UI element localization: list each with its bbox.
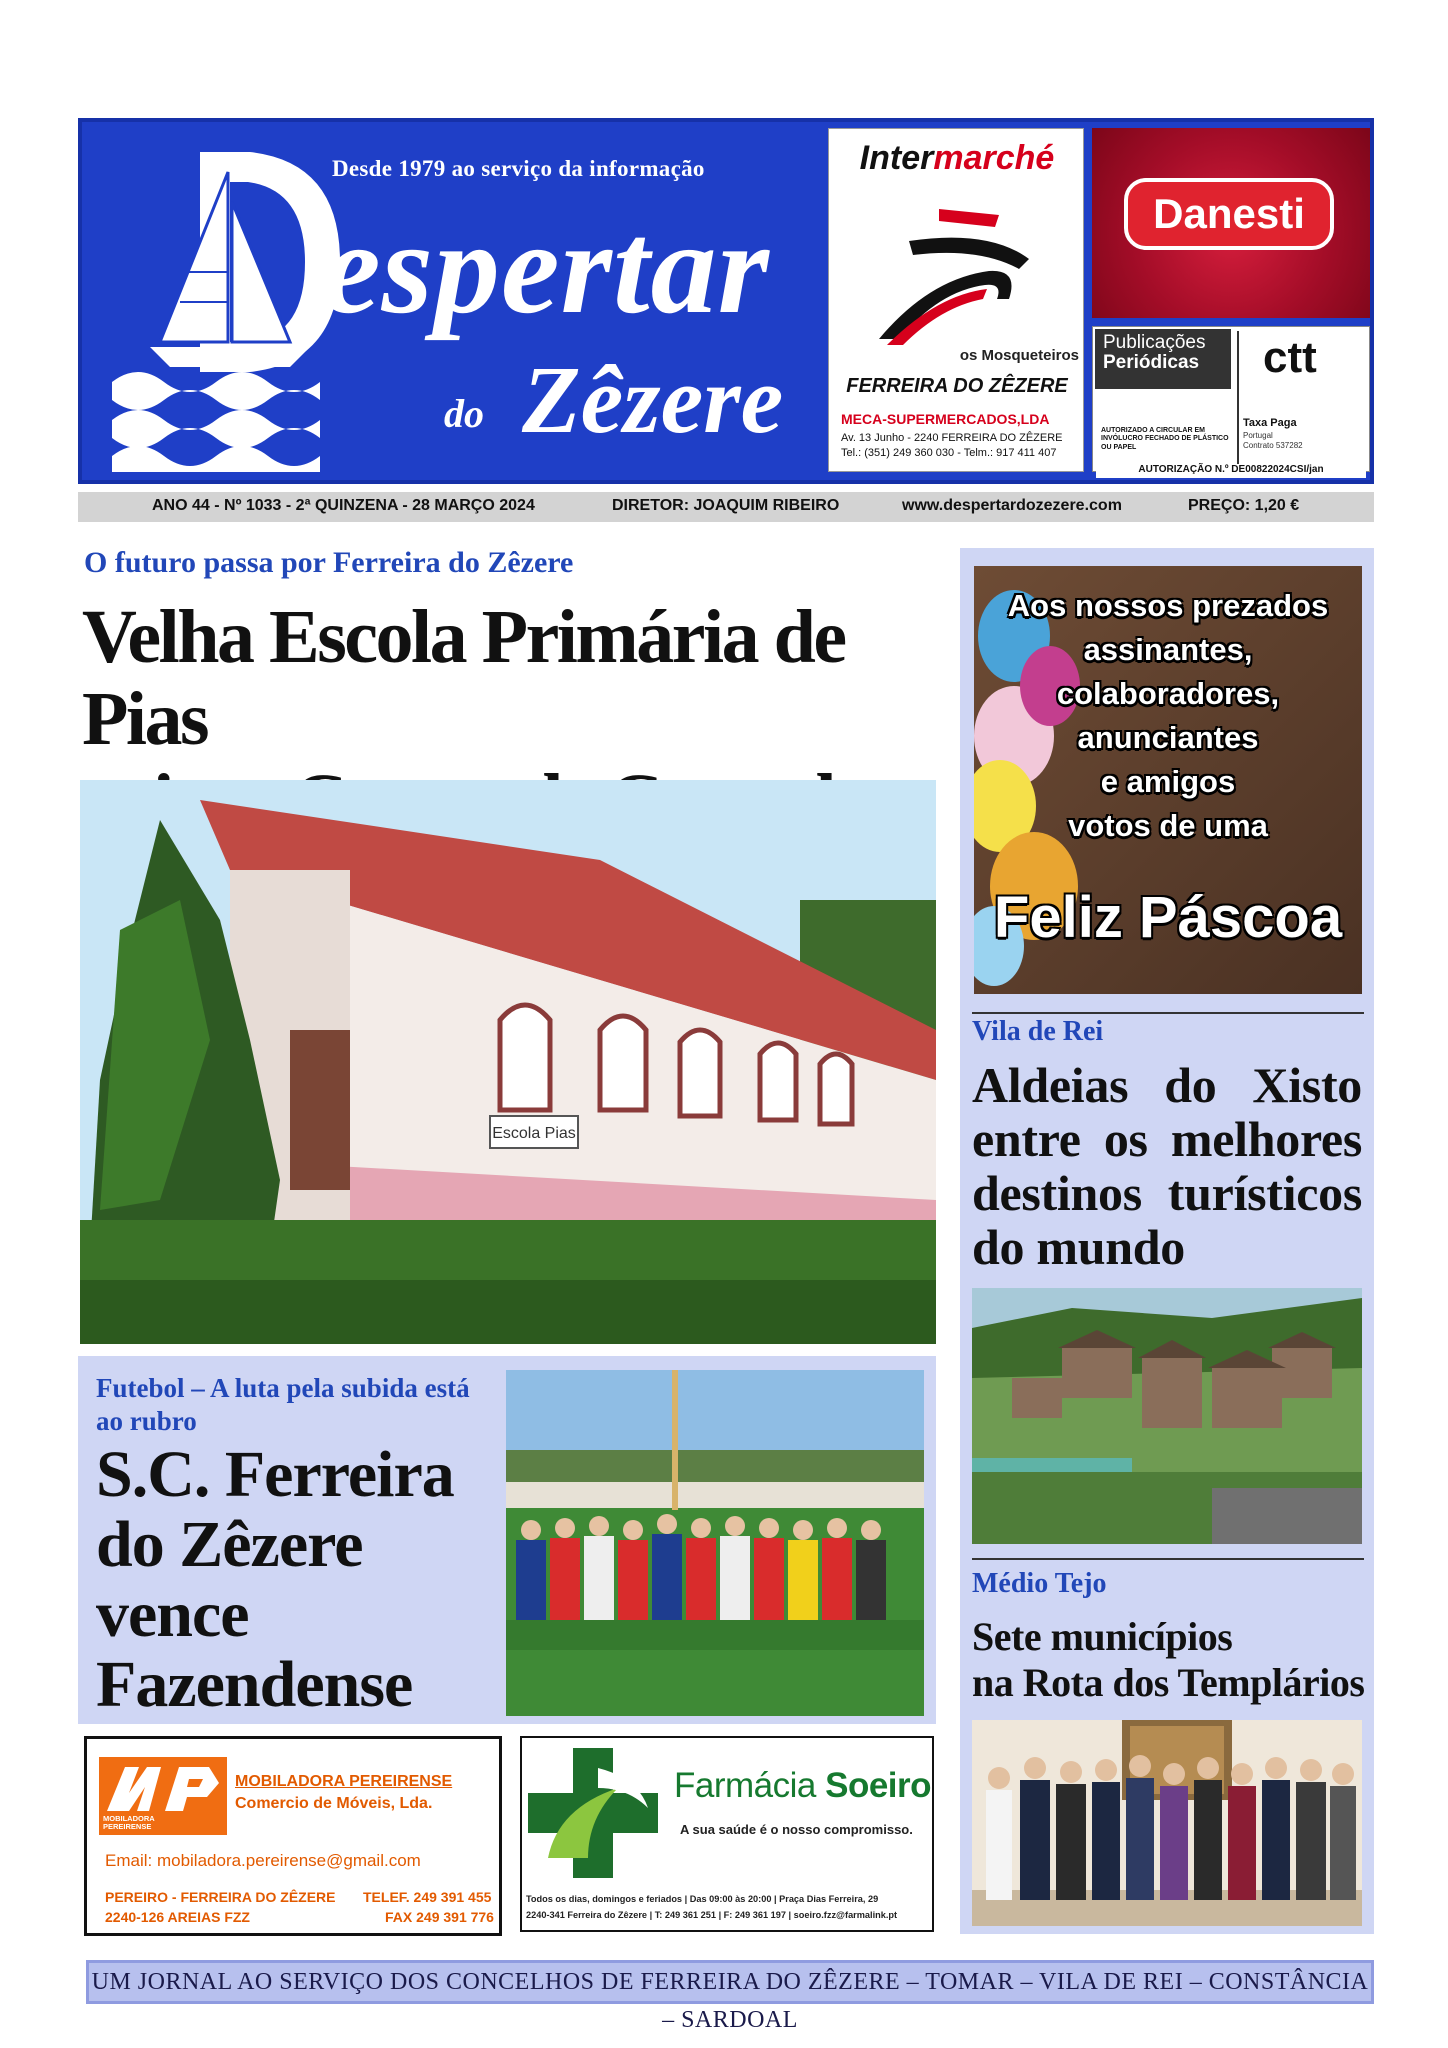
- medio-story-headline[interactable]: [972, 1614, 1368, 1706]
- easter-line-2: assinantes,: [1083, 632, 1253, 667]
- vila-story-kicker: Vila de Rei: [972, 1016, 1104, 1047]
- easter-line-4: anunciantes: [1077, 720, 1259, 755]
- masthead: [78, 118, 1374, 484]
- mobiladora-email[interactable]: Email: mobiladora.pereirense@gmail.com: [105, 1851, 421, 1870]
- easter-line-3: colaboradores,: [1056, 676, 1280, 711]
- divider-rule: [972, 1012, 1364, 1014]
- intermarche-ad[interactable]: [828, 128, 1084, 472]
- easter-greeting: Feliz Páscoa: [993, 885, 1343, 950]
- farmacia-name: [674, 1766, 931, 1806]
- publicacoes-line1: Publicações: [1103, 332, 1206, 353]
- website-link[interactable]: www.despertardozezere.com: [902, 497, 1122, 514]
- mobiladora-logo-text: MOBILADORA PEREIRENSE: [103, 1814, 155, 1832]
- medio-story-kicker: Médio Tejo: [972, 1568, 1107, 1599]
- farmacia-contacts: 2240-341 Ferreira do Zêzere | T: 249 361 251 | F: 249 361 197 | soeiro.fzz@farmalink.pt: [526, 1910, 898, 1920]
- mobiladora-phone: TELEF. 249 391 455: [363, 1889, 492, 1905]
- stamp-divider: [1237, 331, 1239, 467]
- divider-rule: [972, 1558, 1364, 1560]
- football-story-headline[interactable]: S.C. Ferreira do Zêzere vence Fazendense: [96, 1438, 454, 1721]
- mosqueteiros-text: os Mosqueteiros: [959, 347, 1079, 364]
- farmacia-name-part2: Soeiro: [825, 1766, 932, 1805]
- easter-line-1: Aos nossos prezados: [1007, 588, 1329, 623]
- logo-word-zezere: Zêzere: [522, 346, 784, 453]
- intermarche-phone: Tel.: (351) 249 360 030 - Telm.: 917 411 407: [841, 446, 1057, 459]
- mobiladora-fax: FAX 249 391 776: [385, 1909, 494, 1925]
- medio-headline-line1: Sete municípios: [972, 1614, 1233, 1659]
- postal-authorization: AUTORIZAÇÃO N.º DE00822024CSI/jan: [1096, 464, 1366, 478]
- mobiladora-ad[interactable]: [84, 1736, 502, 1936]
- templarios-group-photo[interactable]: [972, 1720, 1362, 1926]
- taxa-country: Portugal: [1243, 431, 1273, 440]
- vila-story-headline[interactable]: Aldeias do Xisto entre os melhores destinos turísticos do mundo: [972, 1057, 1362, 1275]
- danesti-ad[interactable]: [1092, 128, 1370, 318]
- easter-line-5: e amigos: [1100, 764, 1236, 799]
- school-building-image: [80, 780, 936, 1344]
- sailboat-d-icon: [140, 142, 340, 392]
- postal-stamp: [1092, 326, 1370, 472]
- main-story-kicker: O futuro passa por Ferreira do Zêzere: [84, 546, 574, 579]
- main-story-photo[interactable]: [80, 780, 936, 1344]
- taxa-contract: Contrato 537282: [1243, 441, 1303, 450]
- masthead-tagline: Desde 1979 ao serviço da informação: [332, 156, 705, 181]
- intermarche-city: FERREIRA DO ZÊZERE: [846, 375, 1068, 397]
- main-headline-line1: Velha Escola Primária de Pias: [82, 595, 845, 761]
- mobiladora-name: MOBILADORA PEREIRENSE: [235, 1773, 453, 1790]
- brand-black-part: Inter: [859, 139, 934, 177]
- brand-red-part: marché: [933, 139, 1055, 177]
- danesti-logo: Danesti: [1124, 178, 1334, 250]
- waves-icon: [112, 362, 322, 472]
- mobiladora-address-2: 2240-126 AREIAS FZZ: [105, 1909, 250, 1925]
- farmacia-hours: Todos os dias, domingos e feriados | Das 09:00 às 20:00 | Praça Dias Ferreira, 29: [526, 1894, 879, 1904]
- farmacia-slogan: A sua saúde é o nosso compromisso.: [680, 1822, 913, 1837]
- football-story-kicker: Futebol – A luta pela subida está ao rubro: [96, 1373, 470, 1436]
- school-sign: Escola Pias: [492, 1125, 576, 1142]
- logo-word-do: do: [444, 391, 484, 436]
- village-image: [972, 1288, 1362, 1544]
- director-info: DIRETOR: JOAQUIM RIBEIRO: [612, 497, 840, 514]
- team-huddle-image: [506, 1370, 924, 1716]
- publicacoes-line2: Periódicas: [1103, 351, 1200, 373]
- mosqueteiros-logo-icon: [869, 199, 1049, 349]
- group-photo-image: [972, 1720, 1362, 1926]
- mobiladora-subtitle: Comercio de Móveis, Lda.: [235, 1795, 433, 1812]
- easter-greeting-ad[interactable]: [974, 566, 1362, 994]
- farmacia-ad[interactable]: [520, 1736, 934, 1932]
- footer-banner: UM JORNAL AO SERVIÇO DOS CONCELHOS DE FERREIRA DO ZÊZERE – TOMAR – VILA DE REI – CONSTÂNCIA – SARDOAL: [86, 1960, 1374, 2004]
- mobiladora-address-1: PEREIRO - FERREIRA DO ZÊZERE: [105, 1889, 336, 1905]
- pharmacy-cross-icon: [528, 1748, 658, 1878]
- taxa-details: [1243, 431, 1303, 451]
- newspaper-logo[interactable]: [82, 122, 822, 480]
- intermarche-company: MECA-SUPERMERCADOS,LDA: [841, 411, 1050, 427]
- easter-line-6: votos de uma: [1068, 808, 1268, 843]
- logo-word-espertar: espertar: [322, 194, 770, 341]
- farmacia-name-part1: Farmácia: [674, 1766, 826, 1805]
- price-info: PREÇO: 1,20 €: [1188, 497, 1300, 514]
- publicacoes-label: [1095, 329, 1231, 389]
- ctt-logo: ctt: [1263, 333, 1317, 382]
- xisto-village-photo[interactable]: [972, 1288, 1362, 1544]
- football-team-photo[interactable]: [506, 1370, 924, 1716]
- intermarche-address-block: [841, 431, 1063, 461]
- intermarche-brand: [829, 139, 1085, 178]
- edition-info: ANO 44 - Nº 1033 - 2ª QUINZENA - 28 MARÇO 2024: [152, 497, 535, 514]
- taxa-paga: Taxa Paga: [1243, 417, 1297, 429]
- postal-auth-text: AUTORIZADO A CIRCULAR EM INVÓLUCRO FECHADO DE PLÁSTICO OU PAPEL: [1101, 427, 1229, 451]
- intermarche-address: Av. 13 Junho - 2240 FERREIRA DO ZÊZERE: [841, 432, 1063, 444]
- edition-info-bar: [78, 492, 1374, 522]
- mobiladora-logo: [99, 1757, 227, 1835]
- medio-headline-line2: na Rota dos Templários: [972, 1660, 1365, 1705]
